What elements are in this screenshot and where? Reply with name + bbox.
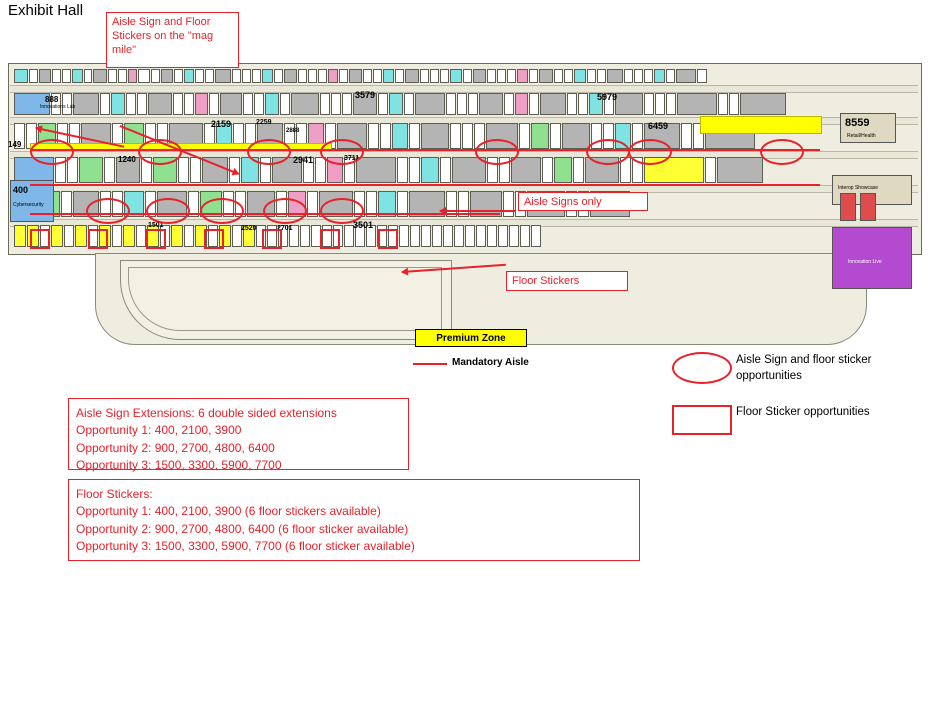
opportunity-ellipse-9[interactable] [86, 198, 130, 224]
zone-innovation-live-label: Innovation Live [848, 259, 882, 265]
floor-sticker-square-5[interactable] [262, 229, 282, 249]
stickers-line-2: Opportunity 2: 900, 2700, 4800, 6400 (6 floor sticker available) [76, 521, 409, 536]
booth-5979-number: 5979 [597, 92, 618, 102]
aisle-sign-extensions-box [68, 398, 409, 473]
booth-3711-number: 3711 [344, 155, 360, 162]
extensions-line-1: Opportunity 1: 400, 2100, 3900 [76, 423, 242, 438]
extensions-heading: Aisle Sign Extensions: 6 double sided extensions [76, 406, 337, 420]
opportunity-ellipse-10[interactable] [146, 198, 190, 224]
booth-6459-number: 6459 [648, 121, 669, 131]
arrow-aisle-only [440, 210, 516, 212]
booth-2941-number: 2941 [293, 155, 314, 165]
legend-mandatory-aisle-line [413, 363, 447, 365]
booth-2701-number: 2701 [277, 225, 293, 232]
opportunity-ellipse-13[interactable] [320, 198, 364, 224]
legend-mandatory-aisle-label: Mandatory Aisle [452, 357, 529, 368]
callout-floor-stickers: Floor Stickers [506, 271, 628, 291]
opportunity-ellipse-6[interactable] [586, 139, 630, 165]
booth-3501-number: 3501 [353, 220, 374, 230]
stickers-line-1: Opportunity 1: 400, 2100, 3900 (6 floor stickers available) [76, 504, 381, 519]
opportunity-ellipse-11[interactable] [200, 198, 244, 224]
mandatory-aisle-line-2 [30, 184, 820, 186]
aisle-band-1 [10, 85, 918, 93]
legend-square-swatch [672, 405, 732, 435]
legend-square-label: Floor Sticker opportunities [736, 406, 870, 418]
opportunity-ellipse-5[interactable] [475, 139, 519, 165]
opportunity-ellipse-1[interactable] [30, 139, 74, 165]
booth-149-number: 149 [8, 140, 22, 149]
booth-1240-number: 1240 [118, 155, 136, 164]
booth-888-number: 888 [45, 95, 59, 104]
opportunity-ellipse-3[interactable] [247, 139, 291, 165]
floor-sticker-square-1[interactable] [30, 229, 50, 249]
zone-interop-label: Interop Showcase [838, 185, 879, 191]
legend-ellipse-label: Aisle Sign and floor sticker opportunities [736, 354, 872, 382]
page-title: Exhibit Hall [8, 2, 84, 19]
stickers-heading: Floor Stickers: [76, 487, 153, 501]
legend-premium-zone-chip: Premium Zone [415, 329, 527, 347]
stickers-line-3: Opportunity 3: 1500, 3300, 5900, 7700 (6 floor sticker available) [76, 539, 415, 554]
premium-zone-strip-right [700, 116, 822, 134]
opportunity-ellipse-8[interactable] [760, 139, 804, 165]
floor-sticker-square-2[interactable] [88, 229, 108, 249]
booth-2888-number: 2888 [286, 128, 300, 134]
callout-mag-mile: Aisle Sign and Floor Stickers on the "mag mile" [106, 12, 239, 68]
booth-3579-number: 3579 [355, 90, 376, 100]
floor-sticker-square-7[interactable] [378, 229, 398, 249]
opportunity-ellipse-7[interactable] [628, 139, 672, 165]
booth-row-b [14, 93, 786, 115]
lobby-curve-inner [128, 267, 442, 331]
interop-sub-1 [840, 193, 856, 221]
opportunity-ellipse-4[interactable] [320, 139, 364, 165]
callout-aisle-signs-only: Aisle Signs only [518, 192, 648, 211]
booth-400-name: Cybersecurity [13, 202, 44, 208]
floor-sticker-square-3[interactable] [146, 229, 166, 249]
booth-400-number: 400 [13, 185, 29, 195]
booth-8559-number: 8559 [845, 117, 870, 129]
booth-2159-number: 2159 [211, 119, 232, 129]
interop-sub-2 [860, 193, 876, 221]
booth-2520-number: 2520 [241, 225, 257, 232]
booth-888-name: Innovations Lab [40, 104, 76, 110]
booth-row-a [14, 69, 707, 83]
booth-8559-name: Retail/Health [847, 133, 876, 139]
floor-sticker-square-4[interactable] [204, 229, 224, 249]
booth-2259-number: 2259 [256, 119, 272, 126]
legend-ellipse-swatch [672, 352, 732, 384]
booth-1501-number: 1501 [148, 222, 164, 229]
opportunity-ellipse-12[interactable] [263, 198, 307, 224]
extensions-line-2: Opportunity 2: 900, 2700, 4800, 6400 [76, 440, 275, 455]
extensions-line-3: Opportunity 3: 1500, 3300, 5900, 7700 [76, 458, 282, 473]
floor-sticker-square-6[interactable] [320, 229, 340, 249]
floor-stickers-box [68, 479, 640, 561]
zone-innovation-live-block [832, 227, 912, 289]
